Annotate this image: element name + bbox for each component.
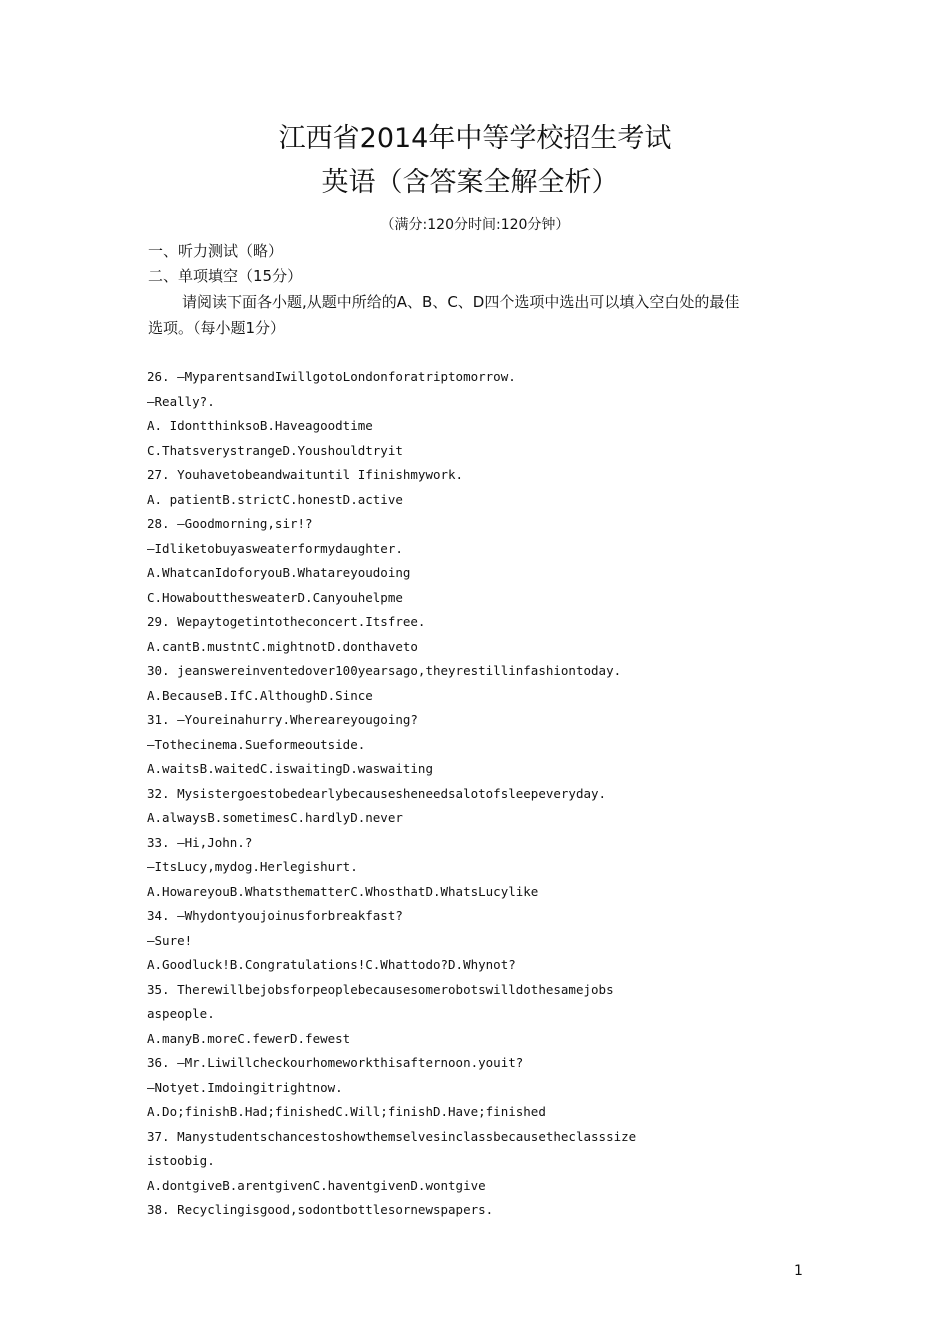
question-list: [147, 366, 847, 1199]
instruction-line-2: 选项。（每小题1分）: [148, 319, 286, 337]
question-line: 35. Therewillbejobsforpeoplebecausesomerobotswilldothesamejobs: [147, 981, 614, 997]
question-line: —Sure!: [147, 932, 193, 948]
question-line: 28. —Goodmorning,sir!?: [147, 516, 313, 531]
question-line: 33. —Hi,John.?: [147, 834, 253, 850]
question-38: 38. Recyclingisgood,sodontbottlesornewspapers.: [147, 1202, 494, 1217]
document-title: 江西省2014年中等学校招生考试: [278, 123, 672, 154]
question-line: aspeople.: [147, 1006, 215, 1021]
document-title-line2: 英语（含答案全解全析）: [321, 167, 619, 198]
question-line: A.HowareyouB.WhatsthematterC.WhosthatD.WhatsLucylike: [147, 883, 539, 899]
question-line: A.Goodluck!B.Congratulations!C.Whattodo?D.Whynot?: [147, 957, 516, 972]
question-line: 27. Youhavetobeandwaituntil Ifinishmywork.: [147, 467, 464, 482]
question-line: A.alwaysB.sometimesC.hardlyD.never: [147, 810, 403, 825]
question-line: 34. —Whydontyoujoinusforbreakfast?: [147, 908, 403, 923]
page-number: 1: [794, 1263, 803, 1279]
question-line: A.dontgiveB.arentgivenC.haventgivenD.wontgive: [147, 1177, 486, 1193]
section-heading-single-choice: 二、单项填空（15分）: [148, 267, 303, 285]
question-line: istoobig.: [147, 1153, 215, 1168]
question-line: A.cantB.mustntC.mightnotD.donthaveto: [147, 638, 418, 654]
instruction-line-1: 请阅读下面各小题,从题中所给的A、B、C、D四个选项中选出可以填入空白处的最佳: [182, 293, 740, 311]
question-line: A. IdontthinksoB.Haveagoodtime: [147, 418, 373, 433]
question-line: —ItsLucy,mydog.Herlegishurt.: [147, 859, 358, 874]
question-line: —Really?.: [147, 393, 215, 409]
question-line: 31. —Youreinahurry.Whereareyougoing?: [147, 712, 418, 727]
question-line: —Idliketobuyasweaterformydaughter.: [147, 540, 403, 556]
question-line: C.ThatsverystrangeD.Youshouldtryit: [147, 442, 403, 458]
question-line: A. patientB.strictC.honestD.active: [147, 491, 403, 507]
question-line: A.BecauseB.IfC.AlthoughD.Since: [147, 687, 373, 703]
question-line: 32. Mysistergoestobedearlybecausesheneedsalotofsleepeveryday.: [147, 785, 607, 801]
question-line: C.HowaboutthesweaterD.Canyouhelpme: [147, 589, 403, 605]
question-line: 30. jeanswereinventedover100yearsago,theyrestillinfashiontoday.: [147, 663, 622, 678]
question-line: A.WhatcanIdoforyouB.Whatareyoudoing: [147, 565, 411, 580]
exam-info: （满分:120分时间:120分钟）: [380, 217, 570, 233]
question-line: 29. Wepaytogetintotheconcert.Itsfree.: [147, 614, 426, 629]
question-line: A.manyB.moreC.fewerD.fewest: [147, 1030, 351, 1046]
question-line: 36. —Mr.Liwillcheckourhomeworkthisafternoon.youit?: [147, 1055, 524, 1070]
question-line: A.waitsB.waitedC.iswaitingD.waswaiting: [147, 761, 433, 776]
question-line: —Tothecinema.Sueformeoutside.: [147, 736, 366, 752]
question-line: A.Do;finishB.Had;finishedC.Will;finishD.Have;finished: [147, 1104, 546, 1119]
question-line: 26. —MyparentsandIwillgotoLondonforatriptomorrow.: [147, 369, 516, 384]
question-line: —Notyet.Imdoingitrightnow.: [147, 1079, 343, 1095]
section-heading-listening: 一、听力测试（略）: [148, 242, 284, 260]
question-line: 37. Manystudentschancestoshowthemselvesinclassbecausetheclasssize: [147, 1128, 637, 1144]
